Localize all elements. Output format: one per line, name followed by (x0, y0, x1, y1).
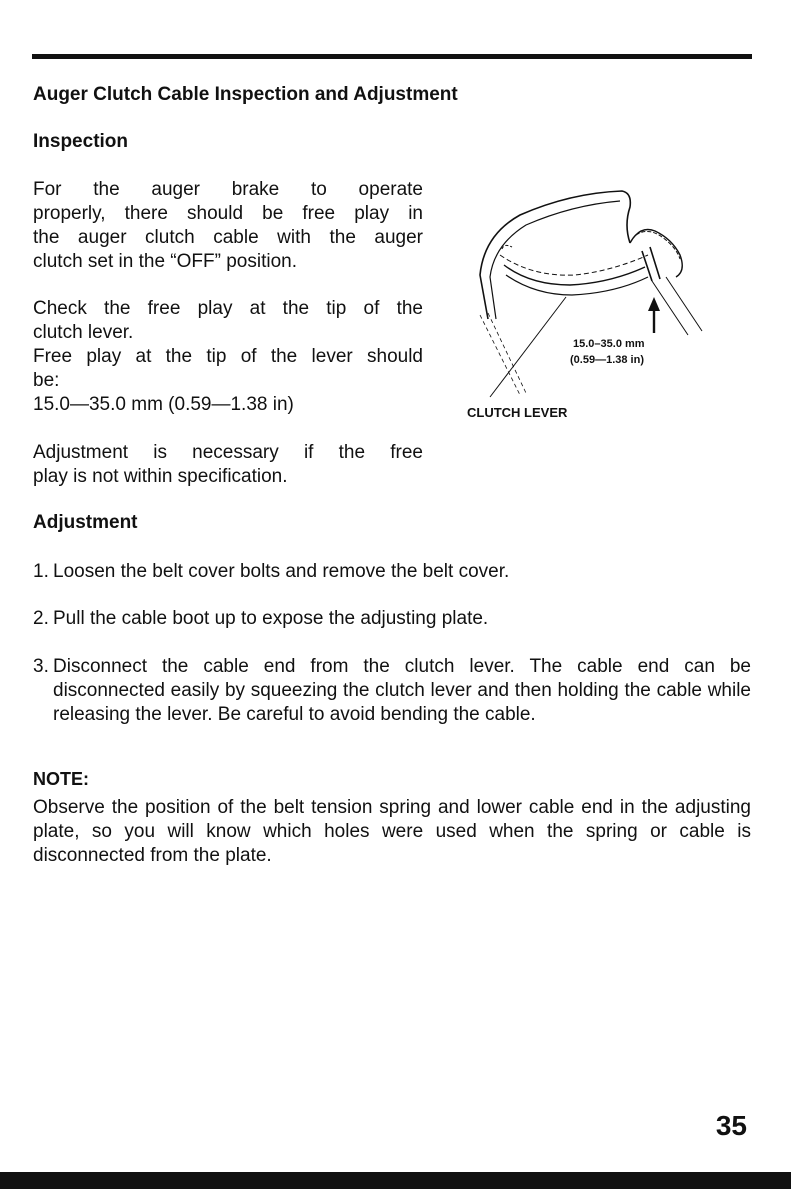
inspection-heading: Inspection (33, 131, 129, 152)
right-frame-tube (652, 277, 702, 335)
spec-line: 15.0—35.0 mm (0.59—1.38 in) (33, 394, 294, 415)
step-text: Pull the cable boot up to expose the adjusting plate. (53, 608, 489, 629)
lever-released-position (500, 255, 648, 275)
bottom-rule (0, 1172, 791, 1189)
inspection-paragraph-2 (33, 297, 423, 417)
text-line: properly, there should be free play in (33, 203, 423, 224)
page-number: 35 (715, 1110, 747, 1141)
left-frame-tube (480, 313, 526, 395)
step-text: Disconnect the cable end from the clutch lever. The cable end can be disconnected easily by squeezing the clutch lever and then holding the cable while releasing the lever. Be careful to avoid bending the cable. (53, 656, 751, 725)
text-line: be: (33, 370, 60, 391)
text-line: clutch lever. (33, 322, 134, 343)
text-line: Adjustment is necessary if the free (33, 442, 423, 463)
free-play-mm-label: 15.0–35.0 mm (573, 338, 645, 350)
text-line: the auger clutch cable with the auger (33, 227, 423, 248)
step-number: 2. (33, 608, 49, 629)
free-play-in-label: (0.59—1.38 in) (570, 354, 644, 366)
note-text: Observe the position of the belt tension spring and lower cable end in the adjusting plate, so you will know which holes were used when the spring or cable is disconnected from the plate. (33, 797, 751, 866)
inspection-paragraph-3 (33, 441, 423, 489)
free-play-arrowhead (648, 297, 660, 311)
lever-leader-line (490, 297, 566, 397)
inspection-paragraph-1 (33, 178, 423, 274)
handlebar-inner-outline (490, 201, 620, 319)
section-title: Auger Clutch Cable Inspection and Adjustment (33, 84, 458, 105)
lever-pivot (642, 247, 660, 281)
step-3 (33, 655, 751, 727)
text-line: For the auger brake to operate (33, 179, 423, 200)
text-line: Check the free play at the tip of the (33, 298, 423, 319)
clutch-lever-diagram (440, 185, 710, 430)
text-line: Free play at the tip of the lever should (33, 346, 423, 367)
step-1 (33, 560, 751, 584)
step-2 (33, 607, 751, 631)
step-number: 3. (33, 656, 49, 677)
step-number: 1. (33, 561, 49, 582)
handlebar-outline (480, 191, 630, 319)
text-line: play is not within specification. (33, 466, 288, 487)
lever-end-dashed (502, 245, 512, 249)
note-label: NOTE: (33, 769, 89, 789)
clutch-lever-label: CLUTCH LEVER (467, 405, 568, 420)
step-text: Loosen the belt cover bolts and remove the belt cover. (53, 561, 510, 582)
adjustment-heading: Adjustment (33, 512, 138, 533)
text-line: clutch set in the “OFF” position. (33, 251, 297, 272)
top-rule (32, 54, 752, 59)
